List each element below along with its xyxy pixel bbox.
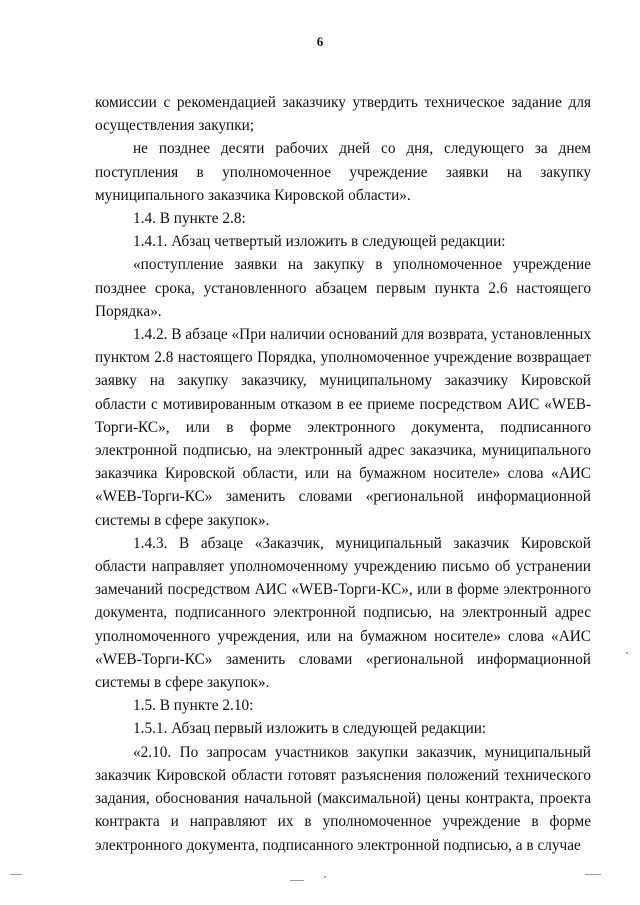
scan-mark-left [10, 874, 22, 875]
paragraph-3: 1.4. В пункте 2.8: [133, 210, 246, 228]
scan-speck-right-edge [626, 652, 628, 654]
page-number: 6 [316, 34, 324, 49]
paragraph-9: 1.5.1. Абзац первый изложить в следующей редакции: [133, 720, 487, 738]
document-body [95, 91, 591, 857]
scan-mark-center [290, 880, 304, 881]
paragraph-8: 1.5. В пункте 2.10: [133, 697, 254, 715]
paragraph-6: 1.4.2. В абзаце «При наличии оснований для возврата, установленных пунктом 2.8 настоящего Порядка, уполномоченное учреждение возвращает заявку на закупку заказчику, муниципальному заказчику Кировской области с мотивированным отказом в ее приеме посредством АИС «WEB-Торги-КС», или в форме электронного документа, подписанного электронной подписью, на электронный адрес заказчика, муниципального заказчика Кировской области, или на бумажном носителе» слова «АИС «WEB-Торги-КС» заменить словами «региональной информационной системы в сфере закупок». [95, 326, 591, 529]
paragraph-5: «поступление заявки на закупку в уполномоченное учреждение позднее срока, установленного абзацем первым пункта 2.6 настоящего Порядка». [95, 256, 591, 320]
paragraph-7: 1.4.3. В абзаце «Заказчик, муниципальный заказчик Кировской области направляет уполномоченному учреждению письмо об устранении замечаний посредством АИС «WEB-Торги-КС», или в форме электронного документа, подписанного электронной подписью, на электронный адрес уполномоченного учреждения, или на бумажном носителе» слова «АИС «WEB-Торги-КС» заменить словами «региональной информационной системы в сфере закупок». [95, 534, 591, 692]
scan-mark-right [585, 874, 601, 875]
paragraph-4: 1.4.1. Абзац четвертый изложить в следующей редакции: [133, 233, 506, 251]
paragraph-10: «2.10. По запросам участников закупки заказчик, муниципальный заказчик Кировской области готовят разъяснения положений технического задания, обоснования начальной (максимальной) цены контракта, проекта контракта и направляют их в уполномоченное учреждение в форме электронного документа, подписанного электронной подписью, а в случае [95, 743, 591, 854]
scan-speck-center [324, 876, 326, 878]
paragraph-2: не позднее десяти рабочих дней со дня, следующего за днем поступления в уполномоченное учреждение заявки на закупку муниципального заказчика Кировской области». [95, 140, 591, 204]
paragraph-1: комиссии с рекомендацией заказчику утвердить техническое задание для осуществления закупки; [95, 94, 591, 135]
